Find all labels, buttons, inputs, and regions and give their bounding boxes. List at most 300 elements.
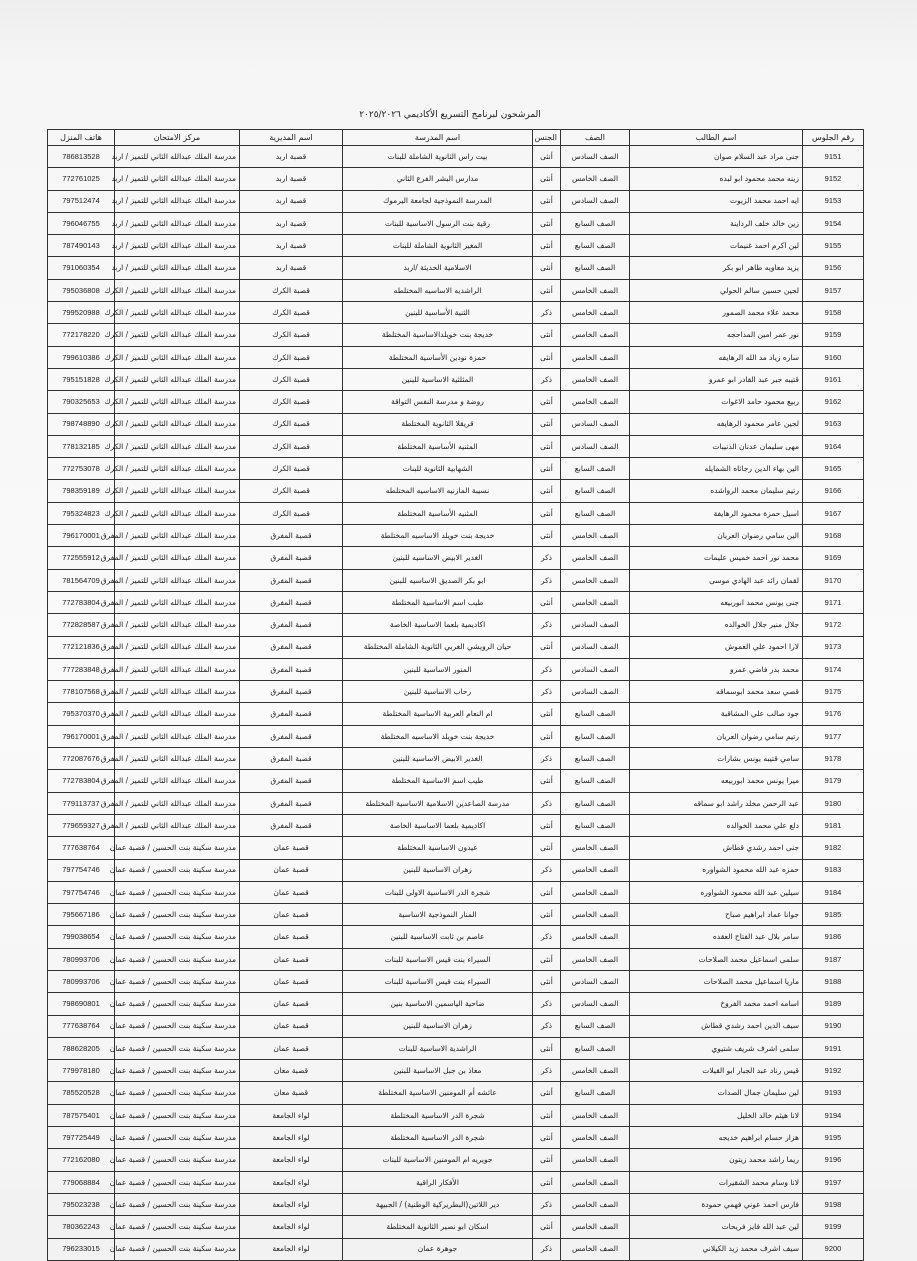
gender-cell: أنثى [533,837,561,859]
gender-cell: أنثى [533,257,561,279]
seat-number-cell: 9166 [803,480,864,502]
school-name-cell: المنار النموذجية الاساسية [343,904,533,926]
exam-center-cell: مدرسة سكينة بنت الحسين / قصبة عمان [115,1127,240,1149]
table-row [48,569,864,591]
directorate-cell: لواء الجامعة [240,1127,343,1149]
table-row [48,792,864,814]
exam-center-cell: مدرسة الملك عبدالله الثاني للتميز / اربد [115,168,240,190]
gender-cell: أنثى [533,525,561,547]
school-name-cell: السيراء بنت قيس الاساسية للبنات [343,970,533,992]
grade-cell: الصف الخامس [561,881,630,903]
seat-number-cell: 9179 [803,770,864,792]
home-phone-cell: 791060354 [48,257,115,279]
col-header-gender: الجنس [533,130,561,146]
school-name-cell: المنور الاساسية للبنين [343,658,533,680]
exam-center-cell: مدرسة الملك عبدالله الثاني للتميز / الكرك [115,480,240,502]
table-row [48,770,864,792]
student-name-cell: قتيبه جبر عبد القادر ابو عمرو [630,368,803,390]
directorate-cell: لواء الجامعة [240,1216,343,1238]
exam-center-cell: مدرسة سكينة بنت الحسين / قصبة عمان [115,993,240,1015]
student-name-cell: سلمى اسماعيل محمد الصلاحات [630,948,803,970]
exam-center-cell: مدرسة الملك عبدالله الثاني للتميز / الكرك [115,302,240,324]
grade-cell: الصف الخامس [561,591,630,613]
directorate-cell: قصبة المفرق [240,725,343,747]
school-name-cell: طيب اسم الاساسية المختلطة [343,591,533,613]
table-row [48,1171,864,1193]
grade-cell: الصف الخامس [561,569,630,591]
seat-number-cell: 9164 [803,435,864,457]
gender-cell: أنثى [533,770,561,792]
grade-cell: الصف السابع [561,257,630,279]
grade-cell: الصف السادس [561,146,630,168]
directorate-cell: قصبة اربد [240,168,343,190]
student-name-cell: رتيم سامي رضوان العريان [630,725,803,747]
home-phone-cell: 795151828 [48,368,115,390]
student-name-cell: سلمى اشرف شريف شتيوي [630,1037,803,1059]
student-name-cell: قيس رناد عبد الجبار ابو القيلات [630,1060,803,1082]
seat-number-cell: 9165 [803,458,864,480]
table-row [48,1127,864,1149]
student-name-cell: لين عبد الله فايز فريحات [630,1216,803,1238]
school-name-cell: مدارس البشر الفرع الثاني [343,168,533,190]
gender-cell: أنثى [533,1216,561,1238]
seat-number-cell: 9157 [803,279,864,301]
student-name-cell: لانا هيثم خالد الخليل [630,1104,803,1126]
directorate-cell: قصبة المفرق [240,591,343,613]
grade-cell: الصف الخامس [561,346,630,368]
grade-cell: الصف السادس [561,658,630,680]
seat-number-cell: 9180 [803,792,864,814]
student-name-cell: ساره زياد مد الله الرهايفه [630,346,803,368]
directorate-cell: قصبة المفرق [240,658,343,680]
grade-cell: الصف السابع [561,748,630,770]
home-phone-cell: 799520988 [48,302,115,324]
exam-center-cell: مدرسة الملك عبدالله الثاني للتميز / الكرك [115,346,240,368]
school-name-cell: معاذ بن جبل الاساسية للبنين [343,1060,533,1082]
directorate-cell: قصبة المفرق [240,525,343,547]
table-header-row [48,130,864,146]
grade-cell: الصف الخامس [561,1127,630,1149]
table-row [48,302,864,324]
table-row [48,547,864,569]
grade-cell: الصف السادس [561,190,630,212]
gender-cell: أنثى [533,1149,561,1171]
school-name-cell: ام النعام العربية الاساسية المختلطة [343,703,533,725]
gender-cell: ذكر [533,614,561,636]
grade-cell: الصف الخامس [561,1171,630,1193]
home-phone-cell: 777283848 [48,658,115,680]
student-name-cell: دلع علي محمد الخوالده [630,814,803,836]
col-header-center: مركز الامتحان [115,130,240,146]
directorate-cell: قصبة اربد [240,235,343,257]
student-name-cell: جنى مراد عبد السلام صوان [630,146,803,168]
student-name-cell: لجين عامر محمود الرهايفه [630,413,803,435]
directorate-cell: قصبة اربد [240,212,343,234]
student-name-cell: الين بهاء الدين رجائاه الشمايله [630,458,803,480]
table-row [48,1193,864,1215]
exam-center-cell: مدرسة الملك عبدالله الثاني للتميز / اربد [115,190,240,212]
student-name-cell: سامي قتيبه يونس بشارات [630,748,803,770]
school-name-cell: روضة و مدرسة النفس التواقة [343,391,533,413]
seat-number-cell: 9163 [803,413,864,435]
gender-cell: ذكر [533,859,561,881]
school-name-cell: جويريه ام المومنين الاساسية للبنات [343,1149,533,1171]
directorate-cell: قصبة المفرق [240,703,343,725]
student-name-cell: زين خالد خلف الرداينة [630,212,803,234]
gender-cell: ذكر [533,681,561,703]
school-name-cell: اكاديمية بلعما الاساسية الخاصة [343,614,533,636]
table-row [48,881,864,903]
table-row [48,391,864,413]
home-phone-cell: 795036808 [48,279,115,301]
student-name-cell: ايه احمد محمد الزيوت [630,190,803,212]
school-name-cell: حيان الرويشي الغربي الثانوية الشاملة المختلطة [343,636,533,658]
home-phone-cell: 779978180 [48,1060,115,1082]
seat-number-cell: 9169 [803,547,864,569]
exam-center-cell: مدرسة الملك عبدالله الثاني للتميز / المفرق [115,792,240,814]
seat-number-cell: 9155 [803,235,864,257]
student-name-cell: زينه محمد محمود ابو لبده [630,168,803,190]
directorate-cell: قصبة المفرق [240,636,343,658]
school-name-cell: نسيبة المازنيه الاساسيه المختلطه [343,480,533,502]
school-name-cell: اسكان ابو نصير الثانوية المختلطة [343,1216,533,1238]
grade-cell: الصف الخامس [561,1060,630,1082]
gender-cell: أنثى [533,1171,561,1193]
table-row [48,725,864,747]
home-phone-cell: 797754746 [48,881,115,903]
student-name-cell: جنى يونس محمد ابوربيعه [630,591,803,613]
home-phone-cell: 772783804 [48,591,115,613]
exam-center-cell: مدرسة الملك عبدالله الثاني للتميز / اربد [115,212,240,234]
table-row [48,413,864,435]
student-name-cell: اسيل حمزة محمود الرهايفة [630,502,803,524]
exam-center-cell: مدرسة الملك عبدالله الثاني للتميز / الكرك [115,413,240,435]
table-row [48,681,864,703]
student-name-cell: محمد علاء محمد الصمور [630,302,803,324]
seat-number-cell: 9188 [803,970,864,992]
student-name-cell: سيف اشرف محمد زيد الكيلاني [630,1238,803,1260]
gender-cell: أنثى [533,458,561,480]
directorate-cell: قصبة المفرق [240,569,343,591]
directorate-cell: قصبة معان [240,1082,343,1104]
student-name-cell: محمد نور احمد خميس عليمات [630,547,803,569]
table-row [48,658,864,680]
gender-cell: أنثى [533,904,561,926]
home-phone-cell: 797725449 [48,1127,115,1149]
directorate-cell: قصبة الكرك [240,368,343,390]
school-name-cell: الغدير الابيض الاساسيه للبنين [343,547,533,569]
directorate-cell: قصبة اربد [240,257,343,279]
grade-cell: الصف السادس [561,413,630,435]
exam-center-cell: مدرسة سكينة بنت الحسين / قصبة عمان [115,881,240,903]
gender-cell: أنثى [533,413,561,435]
home-phone-cell: 778132185 [48,435,115,457]
table-row [48,279,864,301]
directorate-cell: قصبة المفرق [240,614,343,636]
gender-cell: ذكر [533,1060,561,1082]
home-phone-cell: 786813528 [48,146,115,168]
seat-number-cell: 9162 [803,391,864,413]
student-name-cell: جوانا عماد ابراهيم صباح [630,904,803,926]
seat-number-cell: 9154 [803,212,864,234]
grade-cell: الصف السابع [561,770,630,792]
gender-cell: ذكر [533,993,561,1015]
table-row [48,1104,864,1126]
table-row [48,324,864,346]
directorate-cell: قصبة المفرق [240,681,343,703]
gender-cell: أنثى [533,346,561,368]
exam-center-cell: مدرسة الملك عبدالله الثاني للتميز / اربد [115,235,240,257]
directorate-cell: لواء الجامعة [240,1193,343,1215]
directorate-cell: قصبة عمان [240,859,343,881]
gender-cell: أنثى [533,502,561,524]
seat-number-cell: 9175 [803,681,864,703]
table-row [48,1216,864,1238]
home-phone-cell: 772555912 [48,547,115,569]
exam-center-cell: مدرسة الملك عبدالله الثاني للتميز / المفرق [115,814,240,836]
gender-cell: أنثى [533,146,561,168]
exam-center-cell: مدرسة سكينة بنت الحسين / قصبة عمان [115,948,240,970]
grade-cell: الصف الخامس [561,926,630,948]
grade-cell: الصف السابع [561,212,630,234]
exam-center-cell: مدرسة سكينة بنت الحسين / قصبة عمان [115,859,240,881]
col-header-seat: رقم الجلوس [803,130,864,146]
table-row [48,1060,864,1082]
seat-number-cell: 9192 [803,1060,864,1082]
home-phone-cell: 796170001 [48,525,115,547]
student-name-cell: جنى احمد رشدي قطاش [630,837,803,859]
student-name-cell: ريما راشد محمد زيتون [630,1149,803,1171]
grade-cell: الصف السابع [561,480,630,502]
exam-center-cell: مدرسة الملك عبدالله الثاني للتميز / المفرق [115,591,240,613]
gender-cell: أنثى [533,212,561,234]
school-name-cell: ضاحية الياسمين الاساسية بنين [343,993,533,1015]
home-phone-cell: 780993706 [48,970,115,992]
directorate-cell: قصبة الكرك [240,302,343,324]
seat-number-cell: 9181 [803,814,864,836]
seat-number-cell: 9182 [803,837,864,859]
school-name-cell: المدرسة النموذجية لجامعة اليرموك [343,190,533,212]
school-name-cell: المثنيه الأساسية المختلطة [343,435,533,457]
table-row [48,368,864,390]
student-name-cell: جلال منير جلال الخوالده [630,614,803,636]
student-name-cell: لقمان رائد عبد الهادي موسى [630,569,803,591]
student-name-cell: فارس احمد عوني فهمي حمودة [630,1193,803,1215]
student-name-cell: ربيع محمود حامد الاغوات [630,391,803,413]
directorate-cell: قصبة الكرك [240,458,343,480]
table-body [48,146,864,1261]
home-phone-cell: 795324823 [48,502,115,524]
directorate-cell: قصبة عمان [240,1037,343,1059]
home-phone-cell: 779068884 [48,1171,115,1193]
directorate-cell: قصبة عمان [240,837,343,859]
student-name-cell: لين سليمان جمال الصدات [630,1082,803,1104]
seat-number-cell: 9161 [803,368,864,390]
grade-cell: الصف السابع [561,792,630,814]
table-row [48,1037,864,1059]
exam-center-cell: مدرسة سكينة بنت الحسين / قصبة عمان [115,926,240,948]
home-phone-cell: 777638764 [48,1015,115,1037]
directorate-cell: قصبة عمان [240,926,343,948]
exam-center-cell: مدرسة سكينة بنت الحسين / قصبة عمان [115,1060,240,1082]
table-row [48,970,864,992]
grade-cell: الصف السادس [561,970,630,992]
home-phone-cell: 797754746 [48,859,115,881]
gender-cell: ذكر [533,547,561,569]
school-name-cell: طيب اسم الاساسية المختلطة [343,770,533,792]
seat-number-cell: 9184 [803,881,864,903]
directorate-cell: قصبة المفرق [240,748,343,770]
exam-center-cell: مدرسة سكينة بنت الحسين / قصبة عمان [115,1216,240,1238]
home-phone-cell: 772162080 [48,1149,115,1171]
exam-center-cell: مدرسة الملك عبدالله الثاني للتميز / المفرق [115,658,240,680]
table-row [48,435,864,457]
exam-center-cell: مدرسة الملك عبدالله الثاني للتميز / الكرك [115,279,240,301]
gender-cell: أنثى [533,1082,561,1104]
directorate-cell: قصبة الكرك [240,435,343,457]
school-name-cell: السيراء بنت قيس الاساسية للبنات [343,948,533,970]
home-phone-cell: 772783804 [48,770,115,792]
school-name-cell: عيدون الاساسية المختلطة [343,837,533,859]
gender-cell: ذكر [533,658,561,680]
school-name-cell: مدرسة الصاعدين الاسلامية الاساسية المختلطة [343,792,533,814]
gender-cell: أنثى [533,1127,561,1149]
exam-center-cell: مدرسة سكينة بنت الحسين / قصبة عمان [115,904,240,926]
school-name-cell: الغدير الابيض الاساسيه للبنين [343,748,533,770]
col-header-name: اسم الطالب [630,130,803,146]
table-row [48,190,864,212]
gender-cell: أنثى [533,1037,561,1059]
seat-number-cell: 9172 [803,614,864,636]
home-phone-cell: 795667186 [48,904,115,926]
school-name-cell: قريقلا الثانوية المختلطة [343,413,533,435]
seat-number-cell: 9200 [803,1238,864,1260]
seat-number-cell: 9194 [803,1104,864,1126]
seat-number-cell: 9151 [803,146,864,168]
home-phone-cell: 780362243 [48,1216,115,1238]
school-name-cell: شجرة الدر الاساسية المختلطة [343,1104,533,1126]
grade-cell: الصف السابع [561,1015,630,1037]
school-name-cell: جوهرة عمان [343,1238,533,1260]
directorate-cell: قصبة الكرك [240,346,343,368]
gender-cell: أنثى [533,970,561,992]
home-phone-cell: 778107568 [48,681,115,703]
school-name-cell: بيت راس الثانوية الشاملة للبنات [343,146,533,168]
table-row [48,212,864,234]
student-name-cell: نور عمر امين المداحجه [630,324,803,346]
exam-center-cell: مدرسة الملك عبدالله الثاني للتميز / المفرق [115,547,240,569]
gender-cell: ذكر [533,748,561,770]
home-phone-cell: 787490143 [48,235,115,257]
grade-cell: الصف الخامس [561,837,630,859]
school-name-cell: الثنية الأساسية للبنين [343,302,533,324]
student-name-cell: ماريا اسماعيل محمد الصلاحات [630,970,803,992]
seat-number-cell: 9159 [803,324,864,346]
home-phone-cell: 787575401 [48,1104,115,1126]
table-row [48,614,864,636]
grade-cell: الصف الخامس [561,859,630,881]
school-name-cell: زهران الاساسية للبنين [343,859,533,881]
gender-cell: أنثى [533,1104,561,1126]
directorate-cell: قصبة الكرك [240,502,343,524]
gender-cell: ذكر [533,1238,561,1260]
home-phone-cell: 797512474 [48,190,115,212]
grade-cell: الصف الخامس [561,279,630,301]
student-name-cell: هزار حسام ابراهيم خديجه [630,1127,803,1149]
school-name-cell: عاصم بن ثابت الاساسية للبنين [343,926,533,948]
directorate-cell: قصبة عمان [240,1015,343,1037]
grade-cell: الصف الخامس [561,391,630,413]
school-name-cell: الراشديه الاساسيه المختلطه [343,279,533,301]
gender-cell: أنثى [533,591,561,613]
gender-cell: أنثى [533,190,561,212]
grade-cell: الصف السابع [561,725,630,747]
school-name-cell: دير اللاتين(البطريركية الوطنية) / الجبيهة [343,1193,533,1215]
school-name-cell: ابو بكر الصديق الاساسيه للبنين [343,569,533,591]
table-row [48,636,864,658]
school-name-cell: الاسلامية الحديثة /اربد [343,257,533,279]
grade-cell: الصف الخامس [561,525,630,547]
seat-number-cell: 9189 [803,993,864,1015]
directorate-cell: قصبة الكرك [240,413,343,435]
school-name-cell: شجرة الدر الاساسية المختلطة [343,1127,533,1149]
table-row [48,1149,864,1171]
directorate-cell: قصبة عمان [240,881,343,903]
gender-cell: أنثى [533,324,561,346]
grade-cell: الصف الخامس [561,368,630,390]
exam-center-cell: مدرسة سكينة بنت الحسين / قصبة عمان [115,1193,240,1215]
gender-cell: أنثى [533,948,561,970]
gender-cell: ذكر [533,1015,561,1037]
table-row [48,502,864,524]
home-phone-cell: 772178220 [48,324,115,346]
grade-cell: الصف السادس [561,435,630,457]
directorate-cell: لواء الجامعة [240,1104,343,1126]
seat-number-cell: 9197 [803,1171,864,1193]
gender-cell: ذكر [533,792,561,814]
gender-cell: ذكر [533,926,561,948]
home-phone-cell: 780993706 [48,948,115,970]
home-phone-cell: 785520528 [48,1082,115,1104]
exam-center-cell: مدرسة سكينة بنت الحسين / قصبة عمان [115,1104,240,1126]
school-name-cell: الأفكار الراقية [343,1171,533,1193]
home-phone-cell: 798748890 [48,413,115,435]
grade-cell: الصف السادس [561,993,630,1015]
home-phone-cell: 799038654 [48,926,115,948]
seat-number-cell: 9178 [803,748,864,770]
gender-cell: أنثى [533,391,561,413]
seat-number-cell: 9185 [803,904,864,926]
school-name-cell: زهران الاساسية للبنين [343,1015,533,1037]
seat-number-cell: 9160 [803,346,864,368]
seat-number-cell: 9167 [803,502,864,524]
table-row [48,859,864,881]
table-row [48,703,864,725]
gender-cell: أنثى [533,814,561,836]
exam-center-cell: مدرسة الملك عبدالله الثاني للتميز / المفرق [115,636,240,658]
directorate-cell: قصبة المفرق [240,792,343,814]
school-name-cell: شجرة الدر الاساسية الاولى للبنات [343,881,533,903]
home-phone-cell: 781564709 [48,569,115,591]
seat-number-cell: 9191 [803,1037,864,1059]
home-phone-cell: 772121836 [48,636,115,658]
grade-cell: الصف السابع [561,1082,630,1104]
candidates-table [47,129,864,1261]
directorate-cell: قصبة الكرك [240,279,343,301]
school-name-cell: المثنيه الأساسية المختلطة [343,502,533,524]
exam-center-cell: مدرسة سكينة بنت الحسين / قصبة عمان [115,1238,240,1260]
directorate-cell: قصبة معان [240,1060,343,1082]
